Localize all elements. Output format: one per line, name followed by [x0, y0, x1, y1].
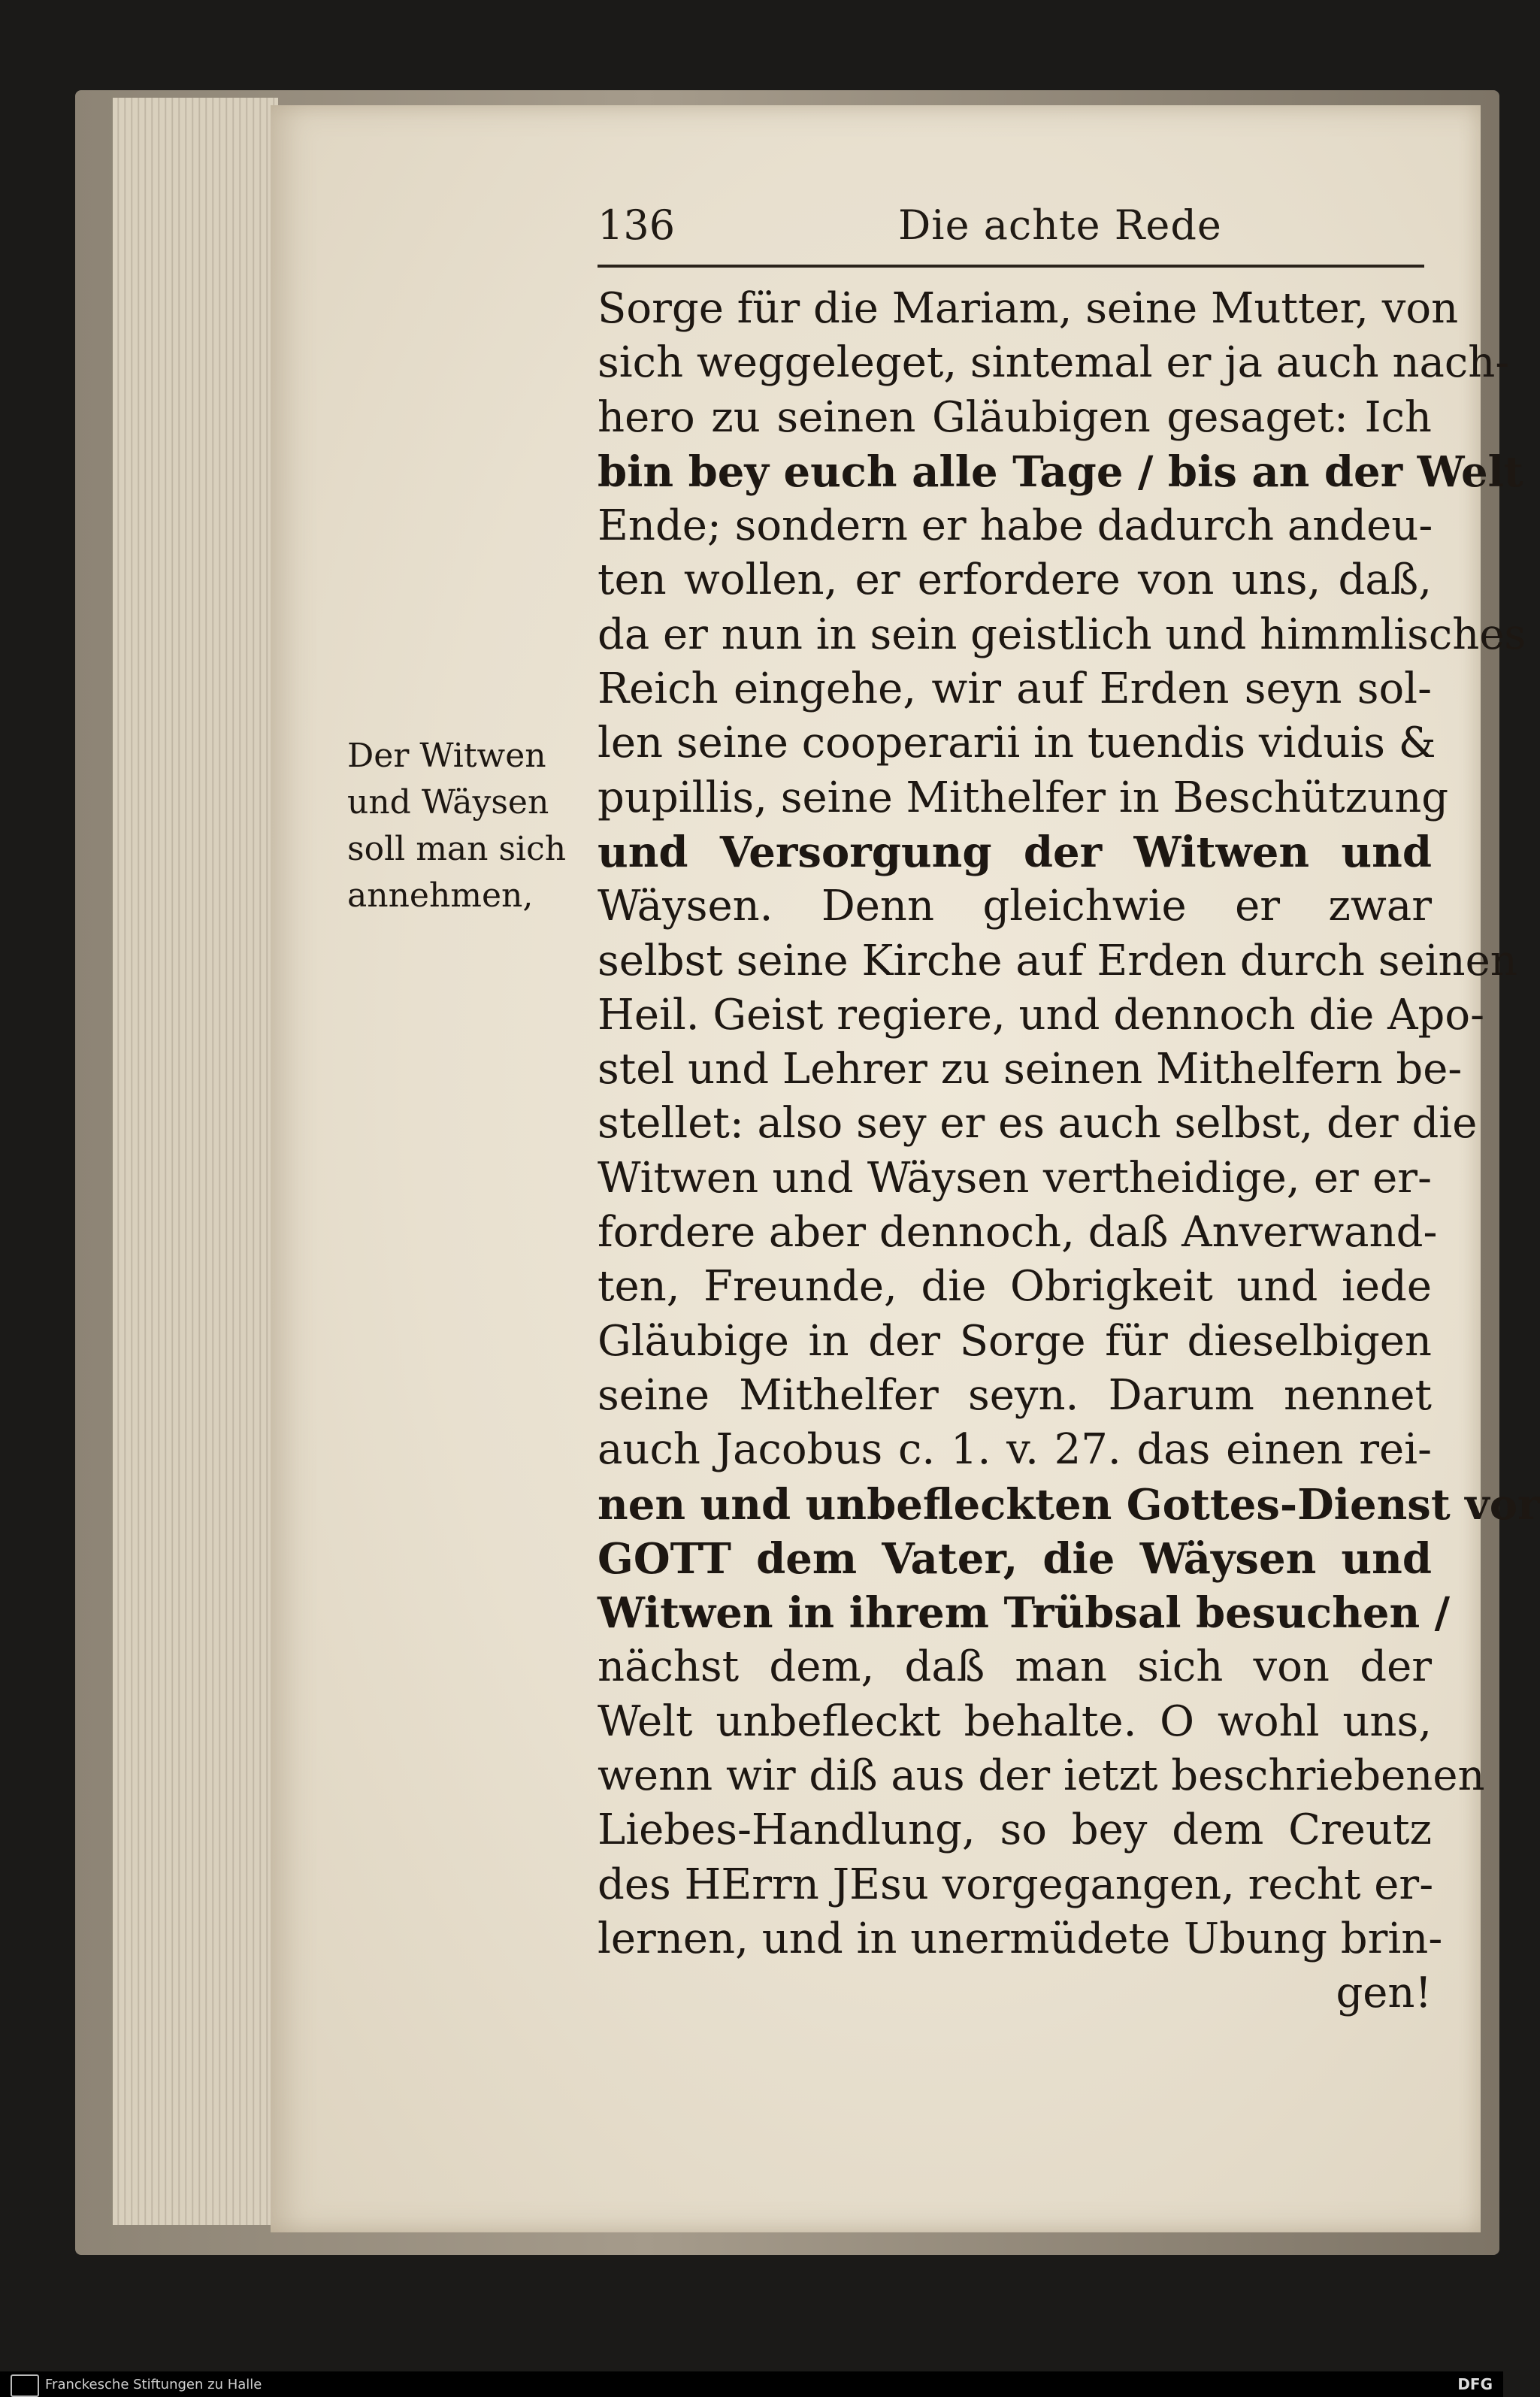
text-line: Liebes-Handlung, so bey dem Creutz [598, 1805, 1432, 1855]
page-number: 136 [598, 201, 676, 249]
body-text [598, 282, 1540, 2021]
text-line: ten, Freunde, die Obrigkeit und iede [598, 1262, 1432, 1312]
text-line: sich weggeleget, sintemal er ja auch nach- [598, 338, 1510, 388]
viewer-footer [0, 2371, 1503, 2397]
text-line: des HErrn JEsu vorgegangen, recht er- [598, 1860, 1434, 1909]
margin-note-line: annehmen, [347, 876, 534, 915]
header-rule [598, 265, 1424, 268]
text-line: len seine cooperarii in tuendis viduis & [598, 719, 1436, 768]
text-line: bin bey euch alle Tage / bis an der Welt [598, 446, 1523, 497]
text-line: Wäysen. Denn gleichwie er zwar [598, 882, 1432, 931]
text-line: pupillis, seine Mithelfer in Beschützung [598, 773, 1449, 822]
text-line: Reich eingehe, wir auf Erden seyn sol- [598, 664, 1432, 714]
header-title: Die achte Rede [898, 201, 1222, 249]
text-line: lernen, und in unermüdete Ubung brin- [598, 1914, 1443, 1963]
dfg-logo: DFG [1457, 2375, 1493, 2393]
institution-emblem-icon [11, 2374, 39, 2397]
text-line: GOTT dem Vater, die Wäysen und [598, 1533, 1432, 1584]
margin-note-line: und Wäysen [347, 783, 549, 822]
text-line: Ende; sondern er habe dadurch andeu- [598, 501, 1433, 551]
text-line: nen und unbefleckten Gottes-Dienst vor [598, 1479, 1540, 1530]
institution-label: Franckesche Stiftungen zu Halle [45, 2377, 262, 2392]
text-line: selbst seine Kirche auf Erden durch seinen [598, 936, 1517, 985]
margin-note [347, 733, 595, 919]
text-line: wenn wir diß aus der ietzt beschriebenen [598, 1751, 1485, 1801]
text-line: ten wollen, er erfordere von uns, daß, [598, 555, 1432, 605]
text-line: fordere aber dennoch, daß Anverwand- [598, 1208, 1438, 1258]
text-line: Heil. Geist regiere, und dennoch die Apo- [598, 990, 1485, 1040]
text-line: Witwen und Wäysen vertheidige, er er- [598, 1153, 1432, 1203]
text-line: Sorge für die Mariam, seine Mutter, von [598, 284, 1459, 333]
text-line: gen! [1336, 1969, 1432, 2018]
page-edges [113, 98, 278, 2225]
text-line: Welt unbefleckt behalte. O wohl uns, [598, 1696, 1432, 1746]
text-line: stellet: also sey er es auch selbst, der die [598, 1099, 1478, 1149]
text-line: Gläubige in der Sorge für dieselbigen [598, 1316, 1432, 1366]
running-head [598, 194, 1424, 254]
text-line: da er nun in sein geistlich und himmlisches [598, 610, 1526, 659]
text-line: und Versorgung der Witwen und [598, 827, 1432, 877]
text-line: stel und Lehrer zu seinen Mithelfern be- [598, 1045, 1463, 1094]
text-line: auch Jacobus c. 1. v. 27. das einen rei- [598, 1425, 1432, 1475]
margin-note-line: soll man sich [347, 830, 567, 868]
text-line: Witwen in ihrem Trübsal besuchen / [598, 1588, 1451, 1639]
text-line: nächst dem, daß man sich von der [598, 1642, 1432, 1692]
text-line: seine Mithelfer seyn. Darum nennet [598, 1370, 1432, 1420]
margin-note-line: Der Witwen [347, 737, 546, 775]
text-line: hero zu seinen Gläubigen gesaget: Ich [598, 392, 1432, 442]
